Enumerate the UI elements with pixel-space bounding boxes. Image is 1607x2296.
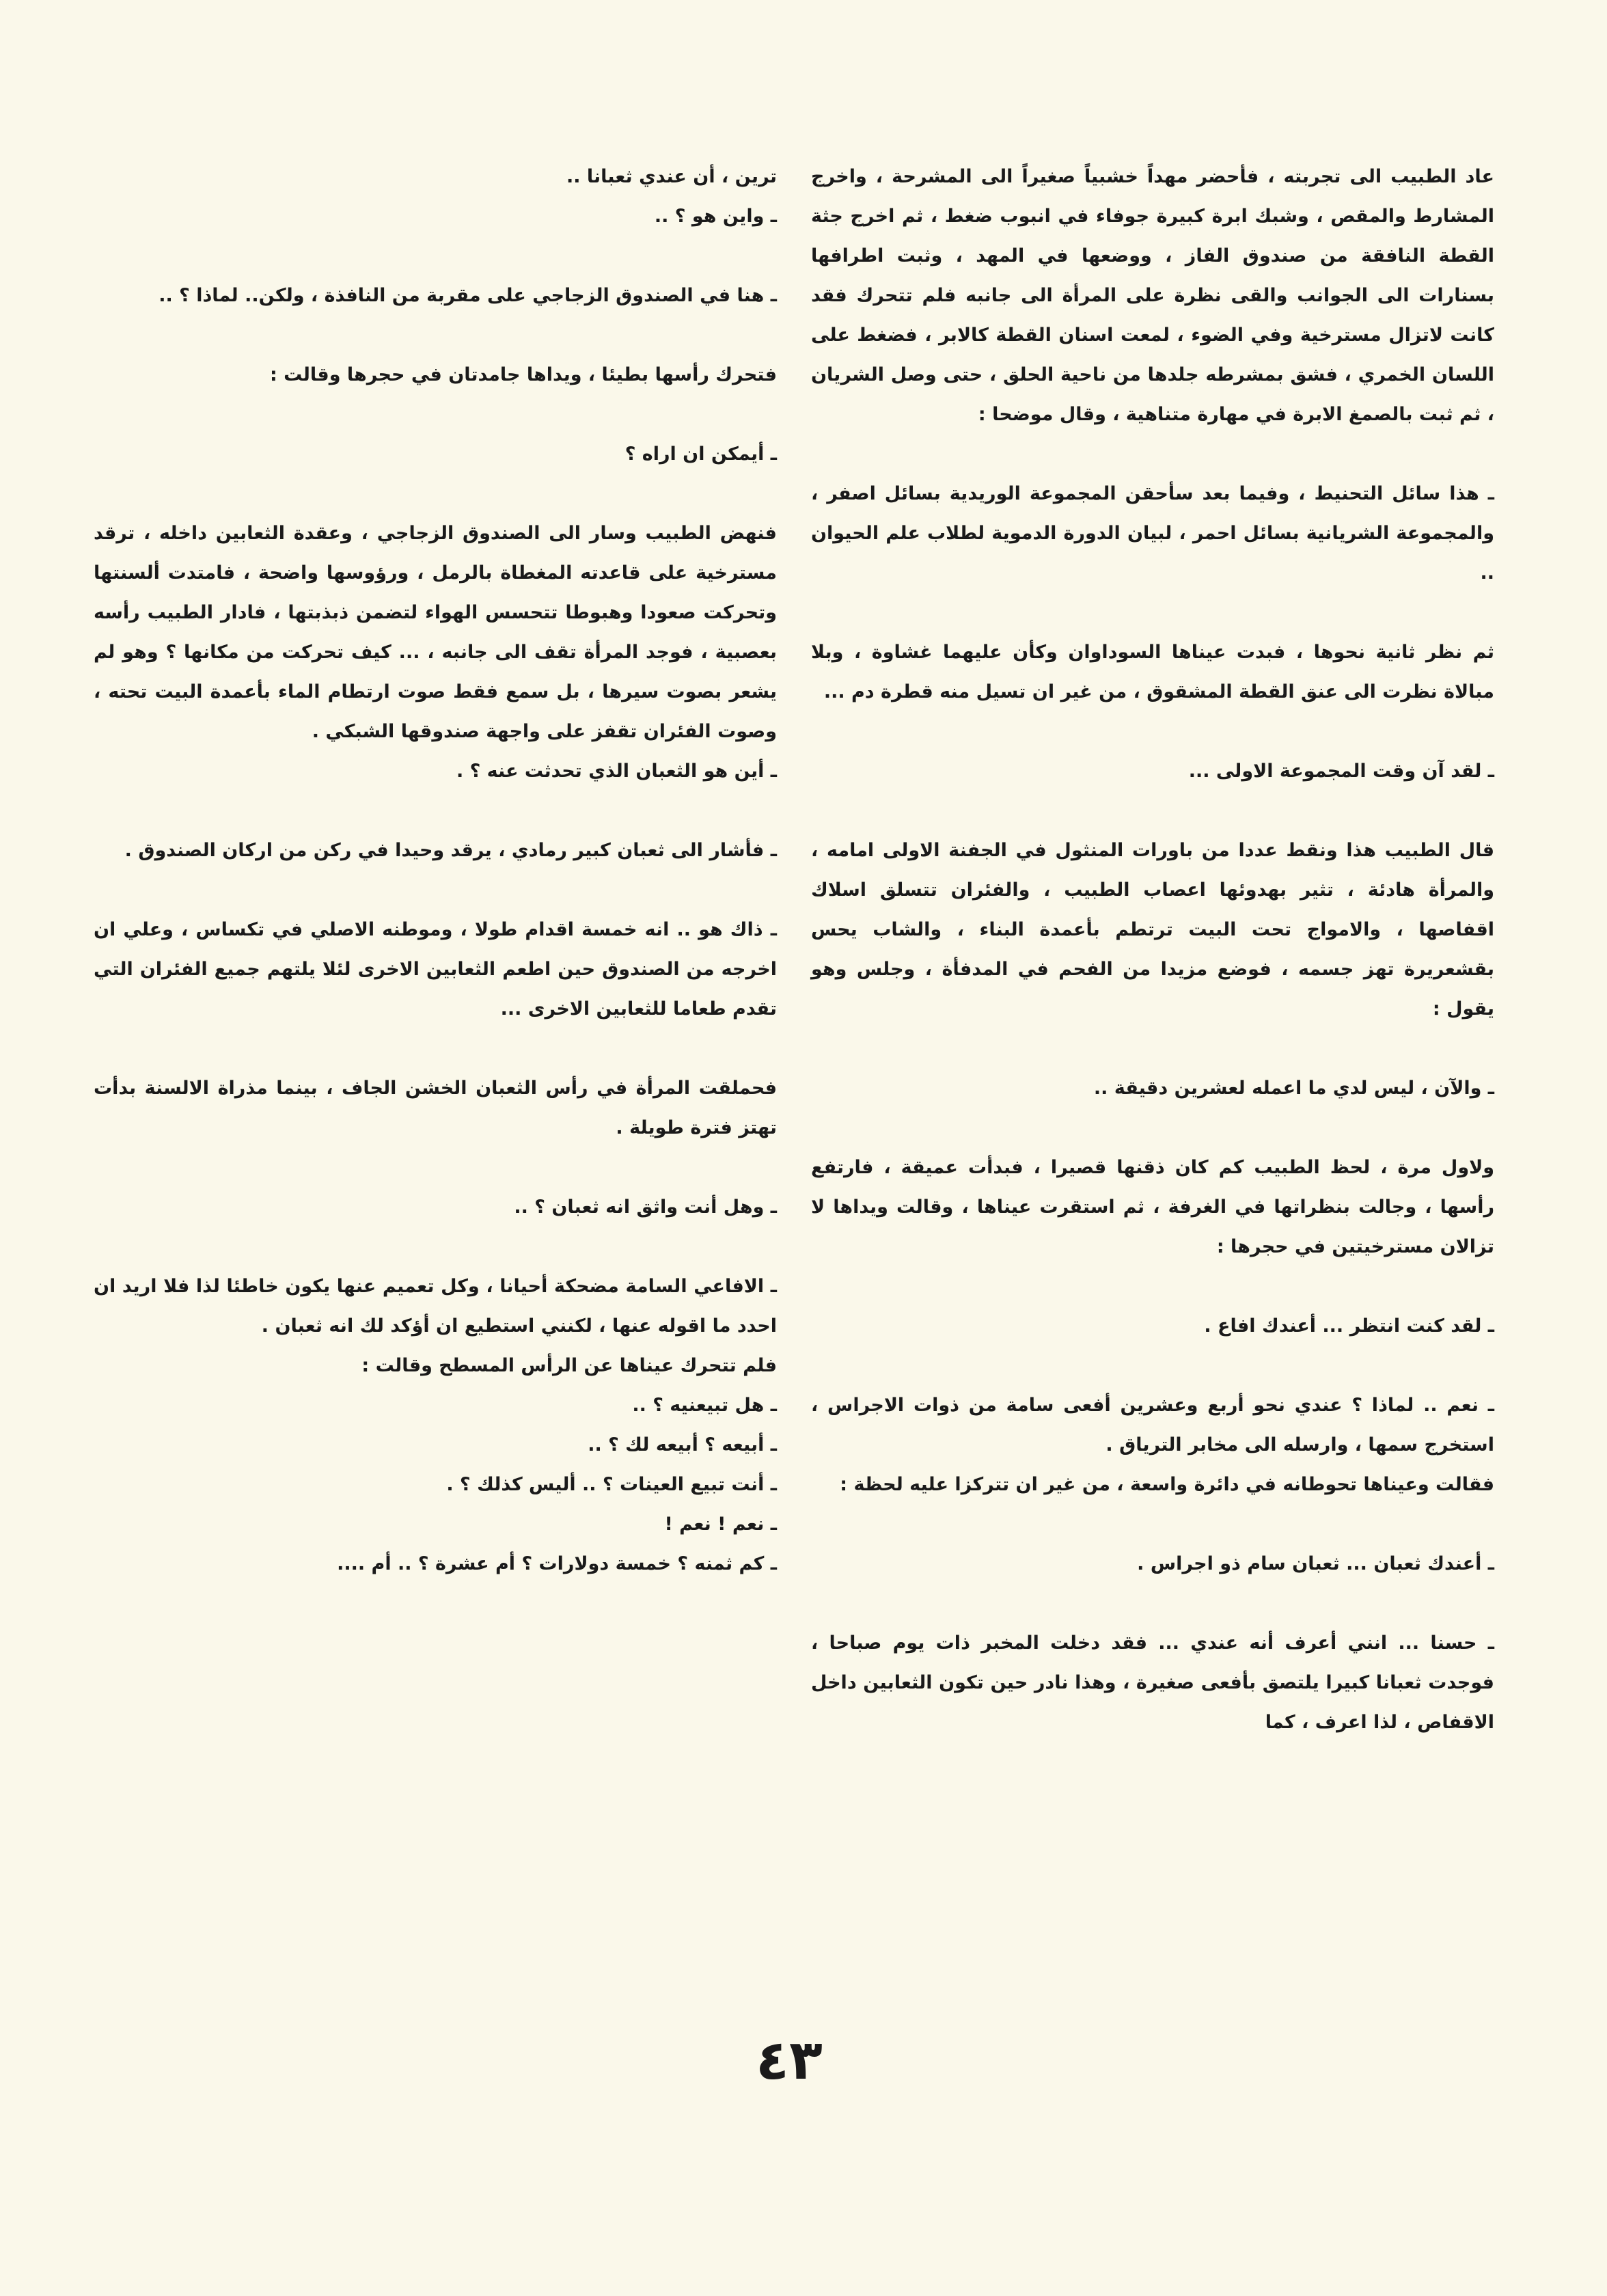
paragraph: ـ لقد كنت انتظر ... أعندك افاع . (1204, 1315, 1494, 1337)
paragraph: فتحرك رأسها بطيئا ، ويداها جامدتان في حجرها وقالت : (269, 364, 777, 385)
paragraph: ـ فأشار الى ثعبان كبير رمادي ، يرقد وحيدا في ركن من اركان الصندوق . (124, 840, 777, 861)
paragraph: فلم تتحرك عيناها عن الرأس المسطح وقالت : (361, 1355, 777, 1376)
paragraph: ـ أبيعه ؟ أبيعه لك ؟ .. (588, 1434, 777, 1456)
paragraph: ـ كم ثمنه ؟ خمسة دولارات ؟ أم عشرة ؟ .. أم .... (337, 1553, 777, 1574)
paragraph: ـ الافاعي السامة مضحكة أحيانا ، وكل تعميم عنها يكون خاطئا لذا فلا اريد ان احدد ما اقوله عنها ، لكنني استطيع ان أؤكد لك انه ثعبان . (94, 1276, 777, 1337)
paragraph: ـ هل تبيعنيه ؟ .. (632, 1395, 777, 1416)
paragraph: ـ حسنا ... انني أعرف أنه عندي ... فقد دخلت المخبر ذات يوم صباحا ، فوجدت ثعبانا كبيرا يلتصق بأفعى صغيرة ، وهذا نادر حين تكون الثعابين داخل الاقفاص ، لذا اعرف ، كما (811, 1632, 1494, 1733)
paragraph: ثم نظر ثانية نحوها ، فبدت عيناها السوداوان وكأن عليهما غشاوة ، وبلا مبالاة نظرت الى عنق القطة المشقوق ، من غير ان تسيل منه قطرة دم ... (811, 642, 1494, 702)
page-number: ٤٣ (756, 2028, 823, 2092)
paragraph: ـ أيمكن ان اراه ؟ (624, 443, 777, 465)
paragraph: ـ ذاك هو .. انه خمسة اقدام طولا ، وموطنه الاصلي في تكساس ، وعلي ان اخرجه من الصندوق حين اطعم الثعابين الاخرى لئلا يلتهم جميع الفئران التي تقدم طعاما للثعابين الاخرى ... (94, 919, 777, 1020)
paragraph: ولاول مرة ، لحظ الطبيب كم كان ذقنها قصيرا ، فبدأت عميقة ، فارتفع رأسها ، وجالت بنظراتها في الغرفة ، ثم استقرت عيناها ، وقالت ويداها لا تزالان مسترخيتين في حجرها : (811, 1157, 1494, 1257)
left-column (94, 157, 777, 1584)
paragraph: ـ هنا في الصندوق الزجاجي على مقربة من النافذة ، ولكن.. لماذا ؟ .. (159, 285, 777, 306)
paragraph: عاد الطبيب الى تجربته ، فأحضر مهداً خشبياً صغيراً الى المشرحة ، واخرج المشارط والمقص ، وشبك ابرة كبيرة جوفاء في انبوب ضغط ، ثم اخرج جثة القطة النافقة من صندوق الفاز ، ووضعها في المهد ، وثبت اطرافها بسنارات الى الجوانب والقى نظرة على المرأة الى جانبه فلم تتحرك فقد كانت لاتزال مسترخية وفي الضوء ، لمعت اسنان القطة كالابر ، فضغط على اللسان الخمري ، فشق بمشرطه جلدها من ناحية الحلق ، حتى وصل الشريان ، ثم ثبت بالصمغ الابرة في مهارة متناهية ، وقال موضحا : (811, 166, 1494, 425)
paragraph: ـ هذا سائل التحنيط ، وفيما بعد سأحقن المجموعة الوريدية بسائل اصفر ، والمجموعة الشريانية بسائل احمر ، لبيان الدورة الدموية لطلاب علم الحيوان .. (811, 483, 1494, 584)
paragraph: ـ نعم .. لماذا ؟ عندي نحو أربع وعشرين أفعى سامة من ذوات الاجراس ، استخرج سمها ، وارسله الى مخابر الترياق . (811, 1395, 1494, 1456)
paragraph: ترين ، أن عندي ثعبانا .. (566, 166, 777, 187)
paragraph: ـ نعم ! نعم ! (664, 1514, 777, 1535)
paragraph: ـ أين هو الثعبان الذي تحدثت عنه ؟ . (456, 761, 777, 782)
paragraph: ـ واين هو ؟ .. (654, 206, 777, 227)
paragraph: ـ أعندك ثعبان ... ثعبان سام ذو اجراس . (1137, 1553, 1494, 1574)
paragraph: قال الطبيب هذا ونقط عددا من باورات المنثول في الجفنة الاولى امامه ، والمرأة هادئة ، تثير بهدوئها اعصاب الطبيب ، والفئران تتسلق اسلاك اقفاصها ، والامواج تحت البيت ترتطم بأعمدة البناء ، والشاب يحس بقشعريرة تهز جسمه ، فوضع مزيدا من الفحم في المدفأة ، وجلس وهو يقول : (811, 840, 1494, 1020)
right-column (811, 157, 1494, 1782)
paragraph: فحملقت المرأة في رأس الثعبان الخشن الجاف ، بينما مذراة الالسنة بدأت تهتز فترة طويلة . (94, 1078, 777, 1138)
paragraph: ـ لقد آن وقت المجموعة الاولى ... (1188, 761, 1494, 782)
paragraph: فقالت وعيناها تحوطانه في دائرة واسعة ، من غير ان تتركزا عليه لحظة : (840, 1474, 1494, 1495)
paragraph: ـ والآن ، ليس لدي ما اعمله لعشرين دقيقة .. (1093, 1078, 1494, 1099)
paragraph: ـ أنت تبيع العينات ؟ .. أليس كذلك ؟ . (446, 1474, 777, 1495)
paragraph: ـ وهل أنت واثق انه ثعبان ؟ .. (514, 1197, 777, 1218)
paragraph: فنهض الطبيب وسار الى الصندوق الزجاجي ، وعقدة الثعابين داخله ، ترقد مسترخية على قاعدته المغطاة بالرمل ، ورؤوسها واضحة ، فامتدت ألسنتها وتحركت صعودا وهبوطا تتحسس الهواء لتضمن ذبذبتها ، فادار الطبيب رأسه بعصبية ، فوجد المرأة تقف الى جانبه ، ... كيف تحركت من مكانها ؟ وهو لم يشعر بصوت سيرها ، بل سمع فقط صوت ارتطام الماء بأعمدة البيت تحته ، وصوت الفئران تقفز على واجهة صندوقها الشبكي . (94, 523, 777, 742)
